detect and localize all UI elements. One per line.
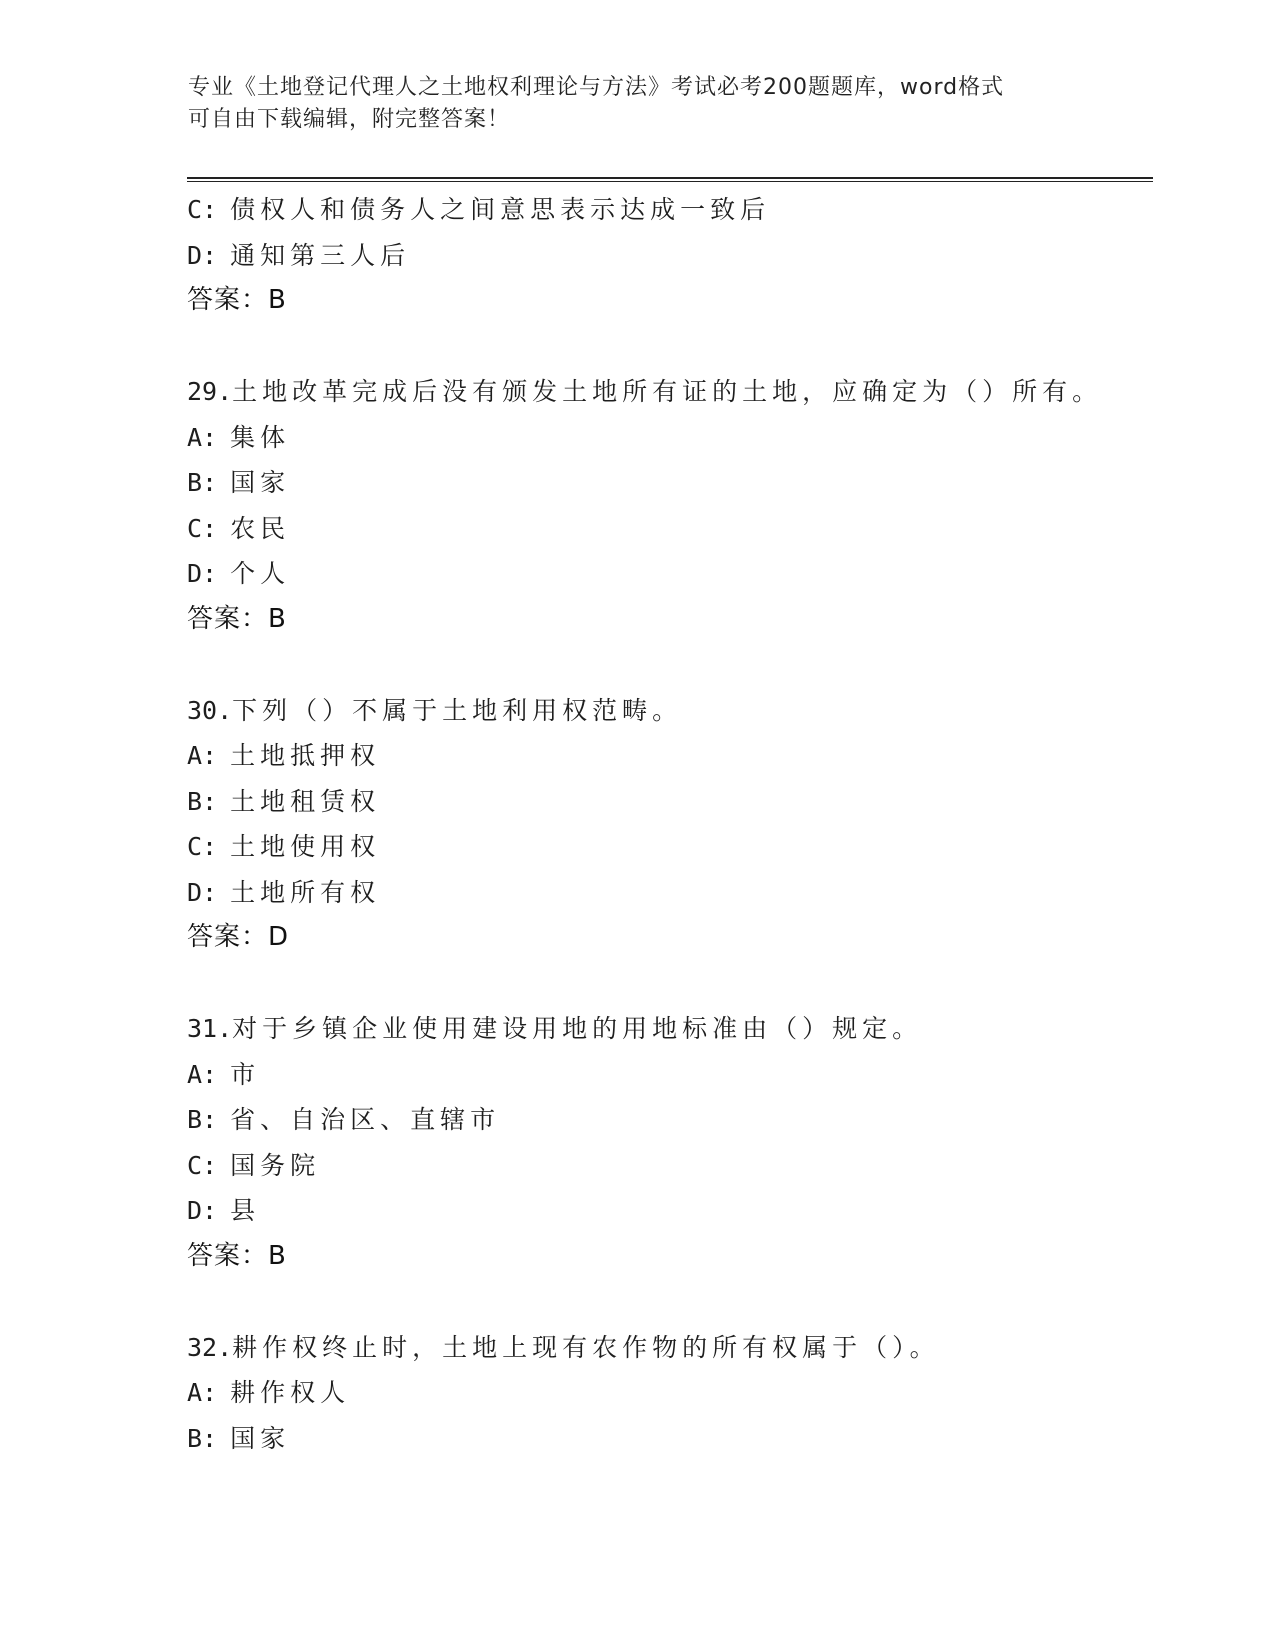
question-stem [187,1006,1153,1052]
option-label: A: [187,741,218,770]
question-number: 29. [187,377,233,406]
option-text: 土地租赁权 [230,786,381,816]
document-header [188,72,1068,136]
option-label: B: [187,1105,218,1134]
option-text: 集体 [230,422,291,452]
option-label: C: [187,195,218,224]
option-label: B: [187,786,218,816]
option-b [187,1097,1153,1143]
question-text: 土地改革完成后没有颁发土地所有证的土地，应确定为（）所有。 [232,377,1103,406]
question-text: 耕作权终止时，土地上现有农作物的所有权属于（）。 [232,1332,940,1362]
question-stem [187,688,1153,734]
option-text: 省、自治区、直辖市 [230,1105,501,1134]
answer-line: 答案：D [187,922,290,952]
option-label: A: [187,1378,218,1407]
option-c [187,187,1153,233]
option-text: 土地使用权 [230,832,381,861]
option-a [187,415,1153,461]
option-label: C: [187,513,218,543]
header-title-line-1: 专业《土地登记代理人之土地权利理论与方法》考试必考200题题库，word格式 [188,75,1005,100]
answer-line: 答案：B [187,1240,287,1271]
option-text: 土地所有权 [230,877,381,907]
option-text: 农民 [230,513,291,543]
option-text: 国家 [230,468,291,497]
option-text: 市 [230,1059,261,1089]
option-c [187,824,1153,870]
question-text: 下列（）不属于土地利用权范畴。 [232,695,683,725]
question-list [187,187,1153,1461]
option-c [187,1143,1153,1189]
option-b [187,1416,1153,1462]
option-text: 国家 [230,1423,291,1453]
option-text: 耕作权人 [230,1378,351,1407]
question-number: 32. [187,1332,233,1362]
option-a [187,1370,1153,1416]
header-title-line-2: 可自由下载编辑，附完整答案！ [188,107,511,132]
option-d [187,551,1153,597]
question-stem [187,1325,1153,1371]
option-d [187,1188,1153,1234]
option-b [187,779,1153,825]
option-label: B: [187,1423,218,1453]
question-number: 31. [187,1014,233,1043]
option-text: 县 [230,1196,261,1225]
option-label: A: [187,1059,218,1089]
option-label: A: [187,422,218,452]
option-text: 通知第三人后 [230,240,411,270]
question-text: 对于乡镇企业使用建设用地的用地标准由（）规定。 [232,1014,923,1043]
option-label: D: [187,1196,218,1225]
option-label: C: [187,832,218,861]
option-label: D: [187,559,218,588]
option-c [187,506,1153,552]
option-text: 个人 [230,559,291,588]
option-label: D: [187,877,218,907]
header-divider [187,177,1153,182]
question-stem [187,369,1153,415]
option-text: 债权人和债务人之间意思表示达成一致后 [230,195,771,224]
option-b [187,460,1153,506]
option-a [187,1052,1153,1098]
option-label: C: [187,1150,218,1180]
option-label: B: [187,468,218,497]
option-d [187,233,1153,279]
answer-line: 答案：B [187,603,287,634]
option-a [187,733,1153,779]
option-text: 土地抵押权 [230,741,381,770]
option-label: D: [187,240,218,270]
question-number: 30. [187,695,233,725]
option-d [187,870,1153,916]
option-text: 国务院 [230,1150,321,1180]
answer-line: 答案：B [187,285,287,315]
